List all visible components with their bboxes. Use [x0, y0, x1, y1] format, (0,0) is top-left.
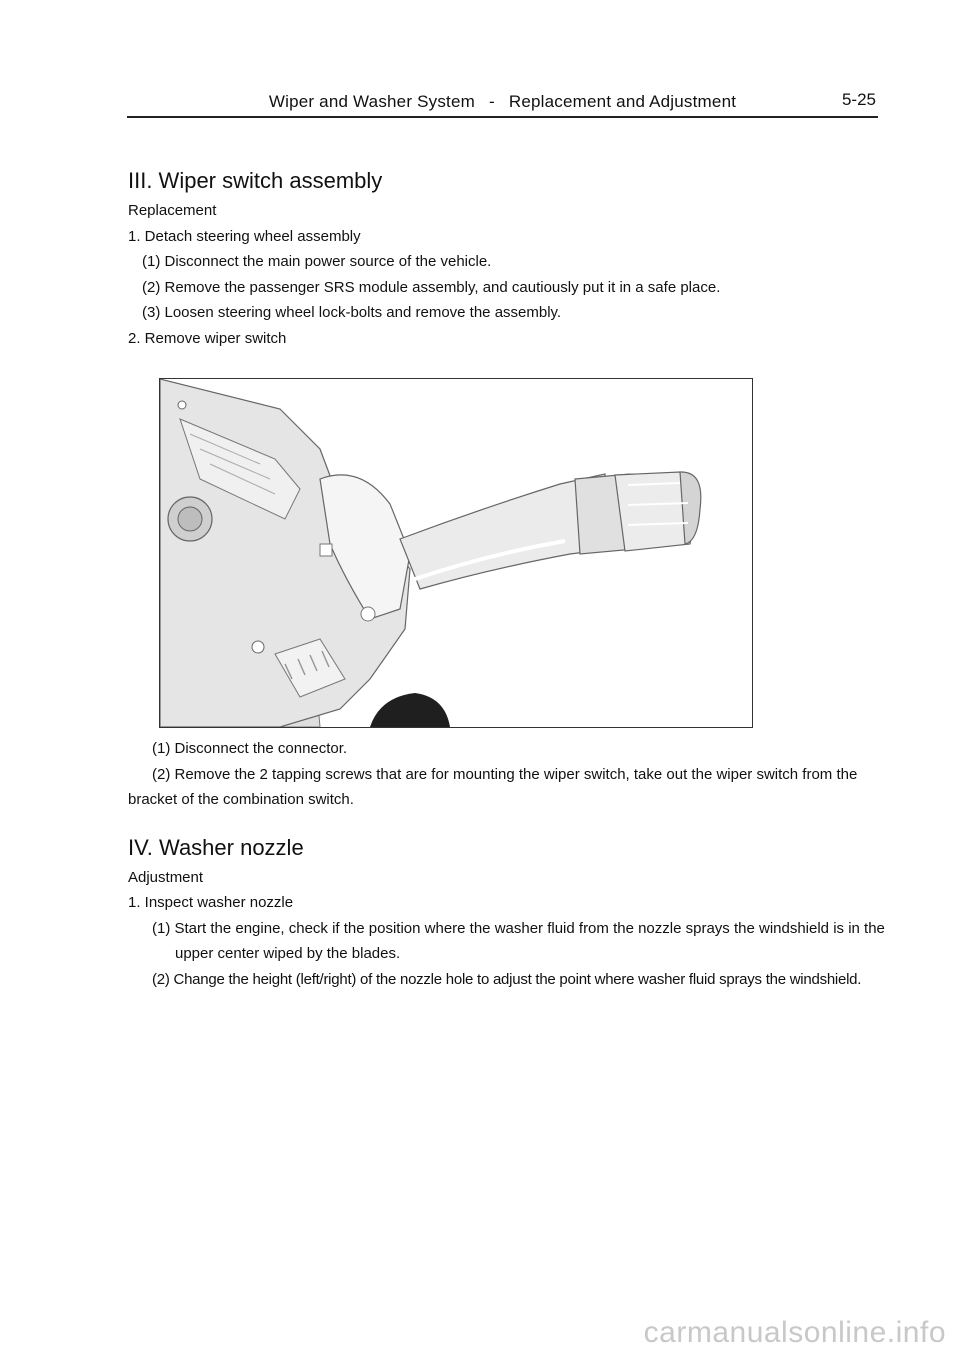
- section-4-label: Adjustment: [128, 868, 204, 886]
- watermark: carmanualsonline.info: [643, 1316, 946, 1349]
- section-3-step-1-item-3: (3) Loosen steering wheel lock-bolts and remove the assembly.: [142, 304, 562, 321]
- page-header: [127, 88, 878, 118]
- section-3-step-1: 1. Detach steering wheel assembly: [128, 227, 361, 245]
- section-3-label: Replacement: [128, 202, 217, 219]
- section-3-title: III. Wiper switch assembly: [128, 168, 383, 193]
- page-content: [128, 160, 888, 992]
- header-separator: -: [489, 92, 495, 111]
- section-3-step-2-item-1: (1) Disconnect the connector.: [152, 740, 348, 757]
- wiper-switch-illustration: [160, 379, 752, 727]
- header-subsection: Replacement and Adjustment: [508, 92, 737, 111]
- header-title: [127, 92, 878, 112]
- section-4-title: IV. Washer nozzle: [128, 834, 304, 860]
- wiper-switch-figure: [159, 378, 753, 728]
- section-4-step-1-item-1: (1) Start the engine, check if the position where the washer fluid from the nozzle sprays the windshield is in the upper center wiped by the blades.: [152, 919, 885, 962]
- section-3-step-1-item-2: (2) Remove the passenger SRS module assembly, and cautiously put it in a safe place.: [142, 278, 721, 296]
- section-4-step-1-item-2: (2) Change the height (left/right) of the nozzle hole to adjust the point where washer fluid sprays the windshield.: [152, 970, 862, 988]
- header-section: Wiper and Washer System: [268, 92, 475, 111]
- section-3-step-2-item-2: (2) Remove the 2 tapping screws that are for mounting the wiper switch, take out the wiper switch from the bracket of the combination switch.: [128, 765, 858, 808]
- page-number: 5-25: [841, 90, 876, 109]
- section-4-step-1: 1. Inspect washer nozzle: [128, 894, 294, 911]
- section-3-step-2: 2. Remove wiper switch: [128, 329, 287, 347]
- section-gap: [128, 813, 888, 827]
- section-3-step-1-item-1: (1) Disconnect the main power source of the vehicle.: [142, 253, 492, 270]
